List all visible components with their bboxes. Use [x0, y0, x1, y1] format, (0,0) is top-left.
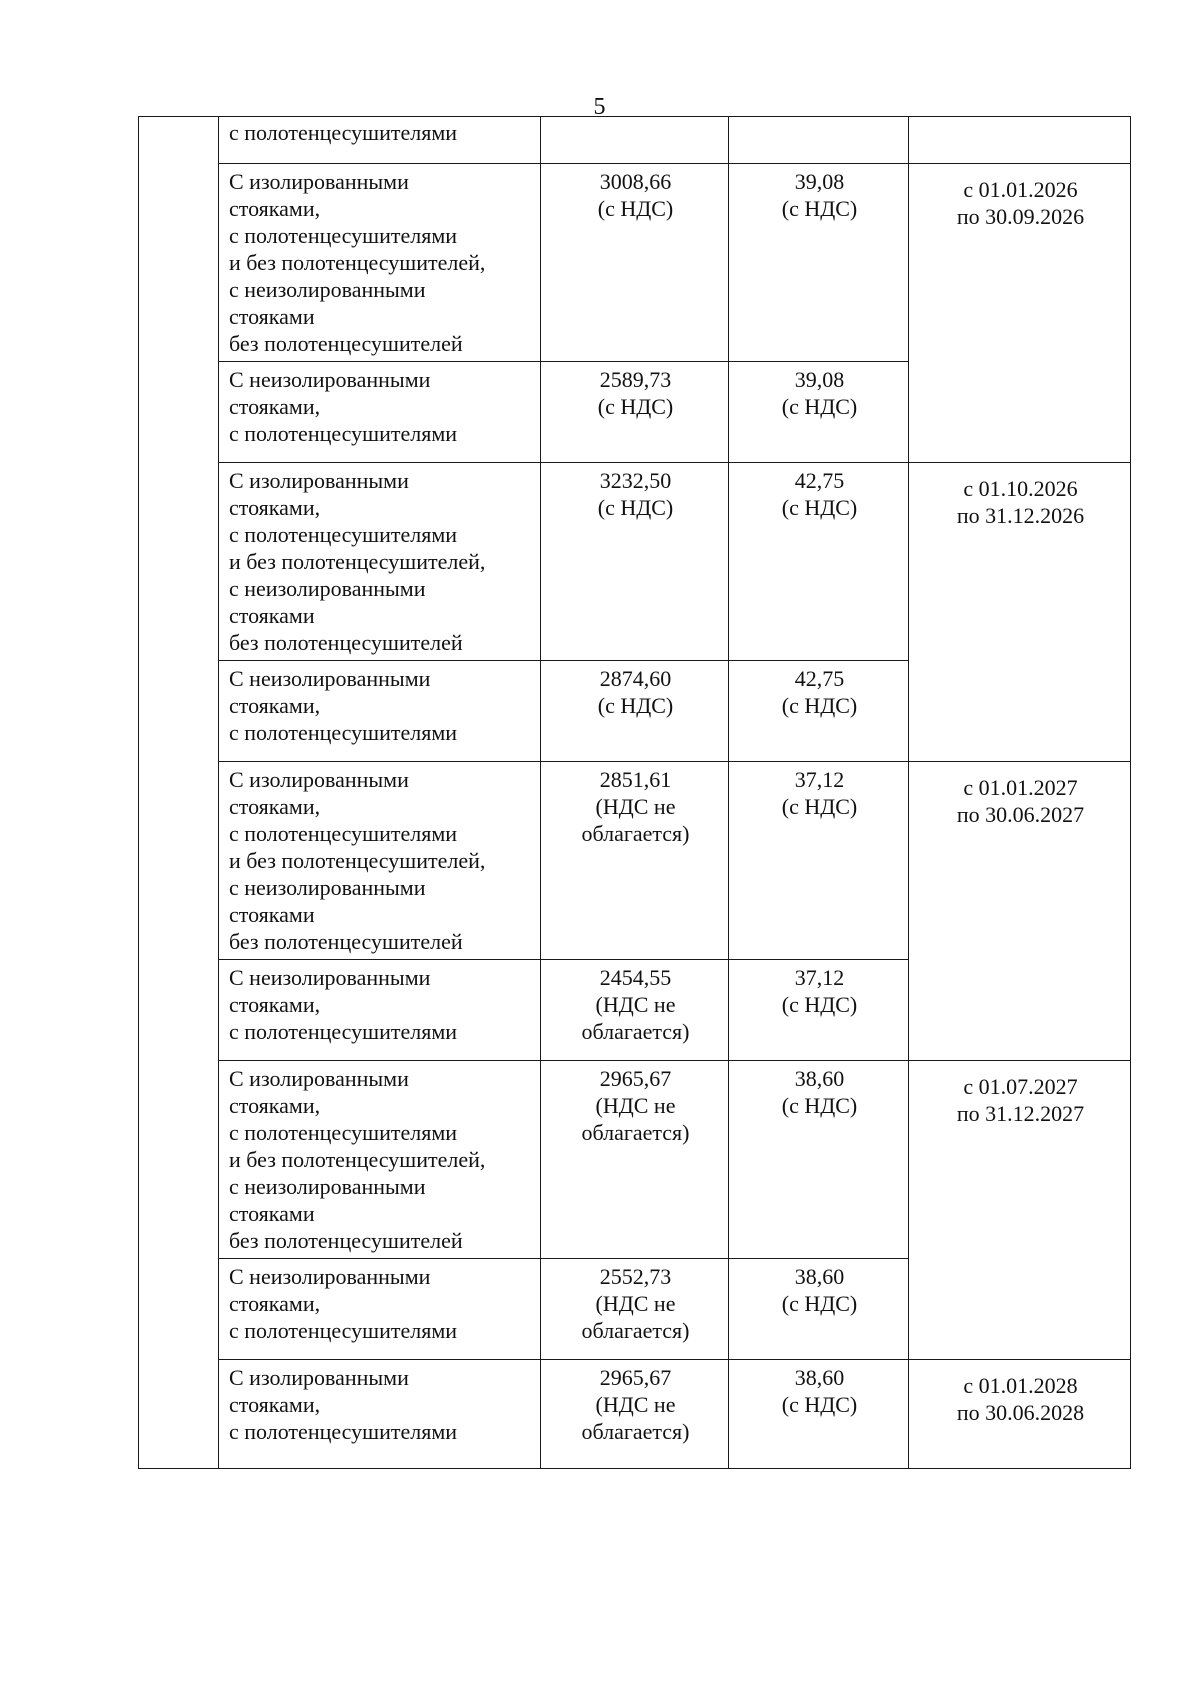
water-tariff-cell: 38,60 (с НДС)	[729, 1061, 909, 1259]
table-row	[139, 164, 1131, 362]
page-number: 5	[593, 94, 607, 120]
period-cell	[909, 1061, 1131, 1360]
period-to: по 30.06.2028	[956, 1400, 1085, 1425]
heat-tariff-cell: 2589,73 (с НДС)	[541, 362, 729, 463]
heat-tariff-cell: 2851,61 (НДС не облагается)	[541, 762, 729, 960]
heat-tariff-cell: 3008,66 (с НДС)	[541, 164, 729, 362]
period-from: с 01.07.2027	[963, 1074, 1078, 1099]
description-cell: С изолированными стояками, с полотенцесушителями и без полотенцесушителей, с неизолированными стояками без полотенцесушителей	[219, 1061, 541, 1259]
heat-tariff-cell: 2454,55 (НДС не облагается)	[541, 960, 729, 1061]
period-to: по 31.12.2026	[956, 503, 1085, 528]
heat-tariff-cell: 2874,60 (с НДС)	[541, 661, 729, 762]
water-tariff-cell: 38,60 (с НДС)	[729, 1360, 909, 1469]
period-cell	[909, 762, 1131, 1061]
period-cell	[909, 1360, 1131, 1469]
table-row	[139, 762, 1131, 960]
water-tariff-cell: 42,75 (с НДС)	[729, 463, 909, 661]
period-to: по 31.12.2027	[956, 1101, 1085, 1126]
description-cell: С неизолированными стояками, с полотенцесушителями	[219, 1259, 541, 1360]
description-cell: С изолированными стояками, с полотенцесушителями и без полотенцесушителей, с неизолированными стояками без полотенцесушителей	[219, 164, 541, 362]
table-row	[139, 1061, 1131, 1259]
water-tariff-cell	[729, 117, 909, 164]
heat-tariff-cell: 3232,50 (с НДС)	[541, 463, 729, 661]
period-from: с 01.01.2028	[963, 1373, 1078, 1398]
period-from: с 01.10.2026	[963, 476, 1078, 501]
table-row	[139, 117, 1131, 164]
water-tariff-cell: 42,75 (с НДС)	[729, 661, 909, 762]
tariff-table	[138, 116, 1131, 1469]
period-cell	[909, 463, 1131, 762]
description-cell: С неизолированными стояками, с полотенцесушителями	[219, 960, 541, 1061]
period-cell	[909, 164, 1131, 463]
heat-tariff-cell	[541, 117, 729, 164]
period-from: с 01.01.2026	[963, 177, 1078, 202]
water-tariff-cell: 39,08 (с НДС)	[729, 164, 909, 362]
description-cell: с полотенцесушителями	[219, 117, 541, 164]
description-cell: С изолированными стояками, с полотенцесушителями и без полотенцесушителей, с неизолированными стояками без полотенцесушителей	[219, 762, 541, 960]
description-cell: С изолированными стояками, с полотенцесушителями	[219, 1360, 541, 1469]
water-tariff-cell: 37,12 (с НДС)	[729, 762, 909, 960]
heat-tariff-cell: 2965,67 (НДС не облагается)	[541, 1061, 729, 1259]
left-column-cell	[139, 117, 219, 1469]
heat-tariff-cell: 2552,73 (НДС не облагается)	[541, 1259, 729, 1360]
description-cell: С изолированными стояками, с полотенцесушителями и без полотенцесушителей, с неизолированными стояками без полотенцесушителей	[219, 463, 541, 661]
table-row	[139, 463, 1131, 661]
period-cell	[909, 117, 1131, 164]
description-cell: С неизолированными стояками, с полотенцесушителями	[219, 362, 541, 463]
period-from: с 01.01.2027	[963, 775, 1078, 800]
period-to: по 30.06.2027	[956, 802, 1085, 827]
water-tariff-cell: 39,08 (с НДС)	[729, 362, 909, 463]
description-cell: С неизолированными стояками, с полотенцесушителями	[219, 661, 541, 762]
water-tariff-cell: 37,12 (с НДС)	[729, 960, 909, 1061]
water-tariff-cell: 38,60 (с НДС)	[729, 1259, 909, 1360]
period-to: по 30.09.2026	[956, 204, 1085, 229]
table-row	[139, 1360, 1131, 1469]
heat-tariff-cell: 2965,67 (НДС не облагается)	[541, 1360, 729, 1469]
